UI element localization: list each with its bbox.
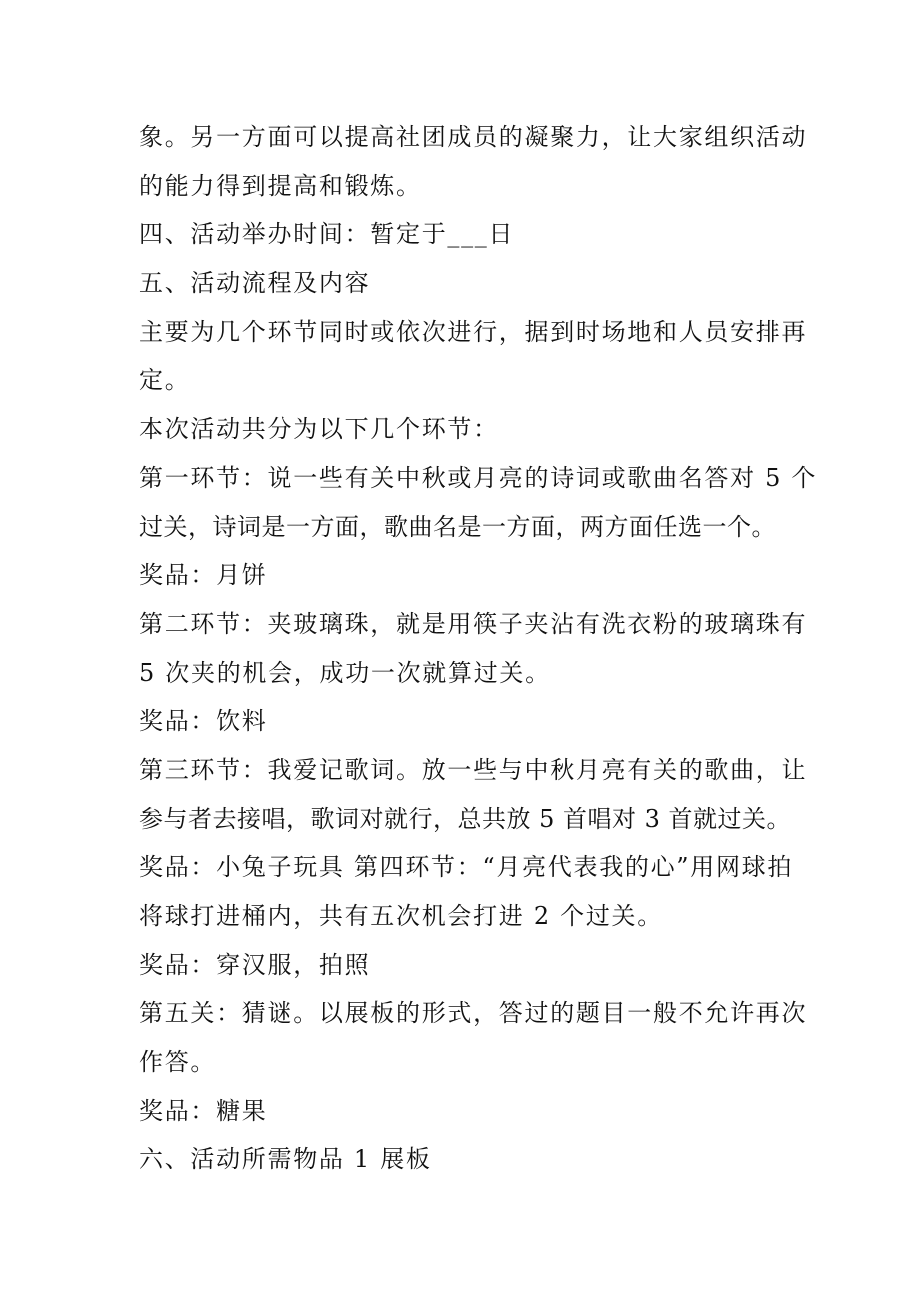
- prize-line: 奖品：糖果: [139, 1096, 268, 1125]
- prize-line: 奖品：穿汉服，拍照: [139, 950, 371, 979]
- text-line: 第五关：猜谜。以展板的形式，答过的题目一般不允许再次: [139, 999, 808, 1028]
- text-line: 参与者去接唱，歌词对就行，总共放 5 首唱对 3 首就过关。: [139, 804, 792, 833]
- text-line: 定。: [139, 366, 191, 395]
- text-line: 第二环节：夹玻璃珠，就是用筷子夹沾有洗衣粉的玻璃珠有: [139, 609, 808, 638]
- text-line: 作答。: [139, 1048, 217, 1077]
- text-line: 的能力得到提高和锻炼。: [139, 171, 422, 200]
- text-line: 第三环节：我爱记歌词。放一些与中秋月亮有关的歌曲，让: [139, 755, 808, 784]
- section-heading: 五、活动流程及内容: [139, 269, 371, 298]
- document-body: [139, 113, 818, 1184]
- text-line: 5 次夹的机会，成功一次就算过关。: [139, 658, 551, 687]
- text-line: 过关，诗词是一方面，歌曲名是一方面，两方面任选一个。: [139, 512, 776, 541]
- prize-line: 奖品：月饼: [139, 561, 268, 590]
- text-line: 将球打进桶内，共有五次机会打进 2 个过关。: [139, 902, 663, 930]
- section-heading: 四、活动举办时间：暂定于___日: [139, 220, 515, 249]
- text-line: 象。另一方面可以提高社团成员的凝聚力，让大家组织活动: [139, 123, 808, 151]
- text-line: 第一环节：说一些有关中秋或月亮的诗词或歌曲名答对 5 个: [139, 463, 818, 492]
- prize-line: 奖品：饮料: [139, 707, 268, 736]
- section-heading: 六、活动所需物品 1 展板: [139, 1145, 432, 1174]
- text-line: 主要为几个环节同时或依次进行，据到时场地和人员安排再: [139, 317, 808, 346]
- prize-line: 奖品：小兔子玩具 第四环节：“月亮代表我的心”用网球拍: [139, 853, 794, 882]
- text-line: 本次活动共分为以下几个环节：: [139, 415, 499, 444]
